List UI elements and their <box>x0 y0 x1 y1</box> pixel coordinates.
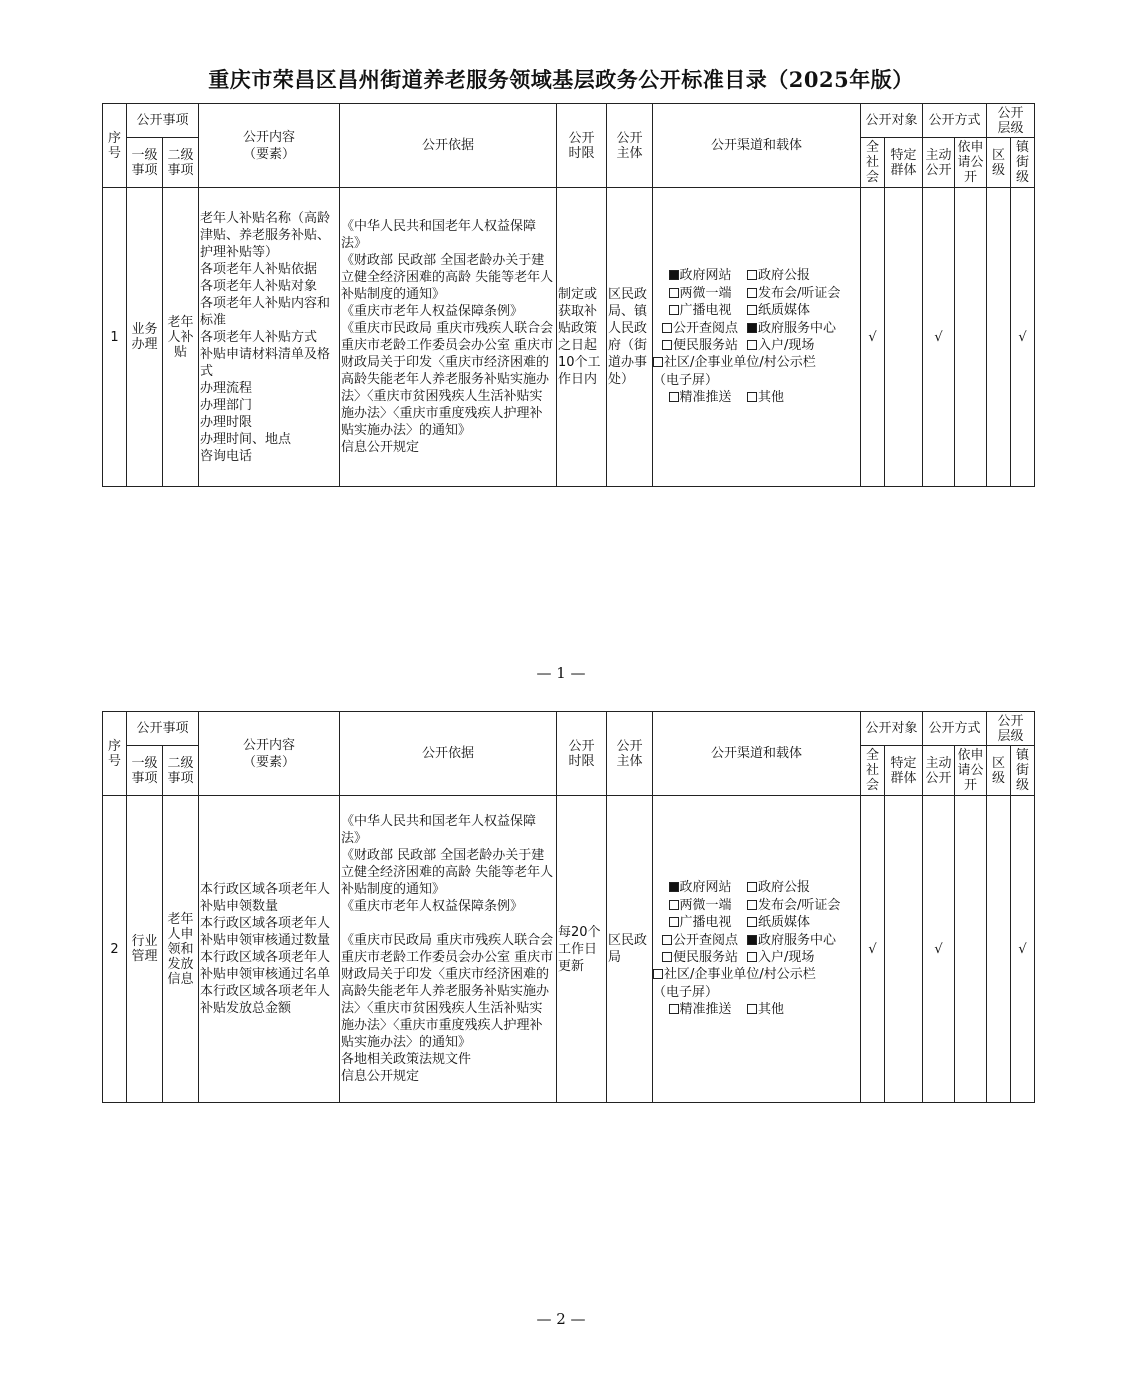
row-seq: 2 <box>103 796 127 1103</box>
row-target-all: √ <box>861 796 885 1103</box>
document-title: 重庆市荣昌区昌州街道养老服务领域基层政务公开标准目录（2025年版） <box>208 67 914 92</box>
header-content: 公开内容 （要素） <box>199 712 340 796</box>
header-basis: 公开依据 <box>340 712 557 796</box>
header-channels: 公开渠道和载体 <box>653 712 861 796</box>
cell-line: 各项老年人补贴依据 <box>200 261 318 277</box>
header-channels: 公开渠道和载体 <box>653 104 861 188</box>
header-content: 公开内容 （要素） <box>199 104 340 188</box>
header-target-all: 全社会 <box>861 746 885 796</box>
row-level1: 行业管理 <box>127 796 163 1103</box>
header-level-district: 区级 <box>987 746 1011 796</box>
row-mode-active: √ <box>923 188 955 487</box>
checkbox-icon <box>662 340 672 350</box>
header-level-town: 镇街级 <box>1011 746 1035 796</box>
row-content <box>199 796 340 1103</box>
cell-line: 办理流程 <box>200 380 253 396</box>
cell-line: 办理部门 <box>200 397 253 413</box>
header-mode: 公开方式 <box>923 712 987 746</box>
header-level1: 一级事项 <box>127 138 163 188</box>
cell-line: 《财政部 民政部 全国老龄办关于建立健全经济困难的高龄 失能等老年人补贴制度的通知》 <box>341 848 554 897</box>
row-basis <box>340 796 557 1103</box>
row-mode-apply <box>955 796 987 1103</box>
cell-line: 办理时限 <box>200 414 253 430</box>
row-target-group <box>885 796 923 1103</box>
cell-line: 各项老年人补贴内容和标准 <box>200 295 331 328</box>
checkbox-icon <box>747 340 757 350</box>
row-target-group <box>885 188 923 487</box>
header-seq: 序号 <box>103 712 127 796</box>
row-level-district <box>987 796 1011 1103</box>
row-basis <box>340 188 557 487</box>
row-seq: 1 <box>103 188 127 487</box>
header-target-group: 特定群体 <box>885 138 923 188</box>
table-row <box>103 188 1035 487</box>
catalog-table-page-1 <box>102 103 1035 487</box>
cell-line: 《中华人民共和国老年人权益保障法》 <box>341 219 537 251</box>
row-mode-active: √ <box>923 796 955 1103</box>
row-time-limit: 制定或获取补贴政策之日起10个工作日内 <box>557 188 607 487</box>
checkbox-icon <box>669 392 679 402</box>
header-mode: 公开方式 <box>923 104 987 138</box>
checkbox-checked-icon <box>669 882 679 892</box>
header-target-group: 特定群体 <box>885 746 923 796</box>
row-channels: 政府网站 政府公报 两微一端 发布会/听证会 广播电视 纸质媒体 公开查阅点 政府服务中心 便民服务站 入户/现场 社区/企事业单位/村公示栏 （电子屏） 精准推送 其他 <box>653 796 861 1103</box>
checkbox-icon <box>747 270 757 280</box>
header-level2: 二级事项 <box>163 138 199 188</box>
header-items: 公开事项 <box>127 104 199 138</box>
header-level: 公开层级 <box>987 104 1035 138</box>
cell-line: 本行政区域各项老年人补贴申领数量 <box>200 882 331 914</box>
row-content <box>199 188 340 487</box>
cell-line: 各地相关政策法规文件 <box>341 1052 472 1067</box>
row-target-all: √ <box>861 188 885 487</box>
cell-line: 《重庆市民政局 重庆市残疾人联合会 重庆市老龄工作委员会办公室 重庆市财政局关于印发〈重庆市经济困难的高龄失能老年人养老服务补贴实施办法〉〈重庆市贫困残疾人生活补贴实施办法〉〈重庆市重度残疾人护理补贴实施办法〉的通知》 <box>341 321 554 438</box>
cell-line: 咨询电话 <box>200 448 253 464</box>
page-number: — 1 — <box>536 664 586 682</box>
cell-line: 本行政区域各项老年人补贴申领审核通过名单 <box>200 950 331 982</box>
row-subject: 区民政局 <box>607 796 653 1103</box>
cell-line: 办理时间、地点 <box>200 431 292 447</box>
row-time-limit: 每20个工作日更新 <box>557 796 607 1103</box>
checkbox-icon <box>669 917 679 927</box>
checkbox-icon <box>662 935 672 945</box>
header-subject: 公开主体 <box>607 104 653 188</box>
checkbox-icon <box>747 917 757 927</box>
checkbox-icon <box>747 882 757 892</box>
header-items: 公开事项 <box>127 712 199 746</box>
header-mode-active: 主动公开 <box>923 138 955 188</box>
page-number: — 2 — <box>536 1310 586 1328</box>
row-level1: 业务办理 <box>127 188 163 487</box>
checkbox-icon <box>662 952 672 962</box>
header-time-limit: 公开时限 <box>557 712 607 796</box>
checkbox-icon <box>669 1004 679 1014</box>
checkbox-checked-icon <box>669 270 679 280</box>
checkbox-icon <box>747 900 757 910</box>
row-subject: 区民政局、镇人民政府（街道办事处） <box>607 188 653 487</box>
cell-line: 信息公开规定 <box>341 440 420 455</box>
checkbox-icon <box>653 357 663 367</box>
checkbox-icon <box>662 323 672 333</box>
row-level-town: √ <box>1011 796 1035 1103</box>
header-seq: 序号 <box>103 104 127 188</box>
cell-line: 信息公开规定 <box>341 1069 420 1084</box>
checkbox-icon <box>747 952 757 962</box>
header-level-town: 镇街级 <box>1011 138 1035 188</box>
checkbox-icon <box>669 900 679 910</box>
header-time-limit: 公开时限 <box>557 104 607 188</box>
cell-line: 补贴申请材料清单及格式 <box>200 346 331 379</box>
cell-line: 《中华人民共和国老年人权益保障法》 <box>341 814 537 846</box>
row-level2: 老年人补贴 <box>163 188 199 487</box>
header-level2: 二级事项 <box>163 746 199 796</box>
header-level1: 一级事项 <box>127 746 163 796</box>
checkbox-icon <box>669 305 679 315</box>
header-mode-active: 主动公开 <box>923 746 955 796</box>
cell-line: 《重庆市老年人权益保障条例》 <box>341 899 524 914</box>
cell-line: 本行政区域各项老年人补贴发放总金额 <box>200 984 331 1016</box>
cell-line: 《重庆市民政局 重庆市残疾人联合会 重庆市老龄工作委员会办公室 重庆市财政局关于印发〈重庆市经济困难的高龄失能老年人养老服务补贴实施办法〉〈重庆市贫困残疾人生活补贴实施办法〉〈重庆市重度残疾人护理补贴实施办法〉的通知》 <box>341 933 554 1050</box>
checkbox-icon <box>669 288 679 298</box>
header-subject: 公开主体 <box>607 712 653 796</box>
header-mode-apply: 依申请公开 <box>955 138 987 188</box>
header-level-district: 区级 <box>987 138 1011 188</box>
cell-line: 老年人补贴名称（高龄津贴、养老服务补贴、护理补贴等） <box>200 210 331 260</box>
cell-line: 《重庆市老年人权益保障条例》 <box>341 304 524 319</box>
row-channels: 政府网站 政府公报 两微一端 发布会/听证会 广播电视 纸质媒体 公开查阅点 政府服务中心 便民服务站 入户/现场 社区/企事业单位/村公示栏 （电子屏） 精准推送 其他 <box>653 188 861 487</box>
row-level-district <box>987 188 1011 487</box>
row-mode-apply <box>955 188 987 487</box>
checkbox-icon <box>747 392 757 402</box>
checkbox-icon <box>747 305 757 315</box>
table-row <box>103 796 1035 1103</box>
cell-line <box>341 915 555 932</box>
cell-line: 各项老年人补贴对象 <box>200 278 318 294</box>
header-basis: 公开依据 <box>340 104 557 188</box>
header-target: 公开对象 <box>861 104 923 138</box>
checkbox-icon <box>747 1004 757 1014</box>
header-target-all: 全社会 <box>861 138 885 188</box>
header-mode-apply: 依申请公开 <box>955 746 987 796</box>
cell-line: 《财政部 民政部 全国老龄办关于建立健全经济困难的高龄 失能等老年人补贴制度的通知》 <box>341 253 554 302</box>
checkbox-checked-icon <box>747 935 757 945</box>
row-level-town: √ <box>1011 188 1035 487</box>
cell-line: 本行政区域各项老年人补贴申领审核通过数量 <box>200 916 331 948</box>
header-level: 公开层级 <box>987 712 1035 746</box>
cell-line: 各项老年人补贴方式 <box>200 329 318 345</box>
catalog-table-page-2 <box>102 711 1035 1103</box>
checkbox-icon <box>747 288 757 298</box>
checkbox-icon <box>653 969 663 979</box>
checkbox-checked-icon <box>747 323 757 333</box>
row-level2: 老年人申领和发放信息 <box>163 796 199 1103</box>
header-target: 公开对象 <box>861 712 923 746</box>
